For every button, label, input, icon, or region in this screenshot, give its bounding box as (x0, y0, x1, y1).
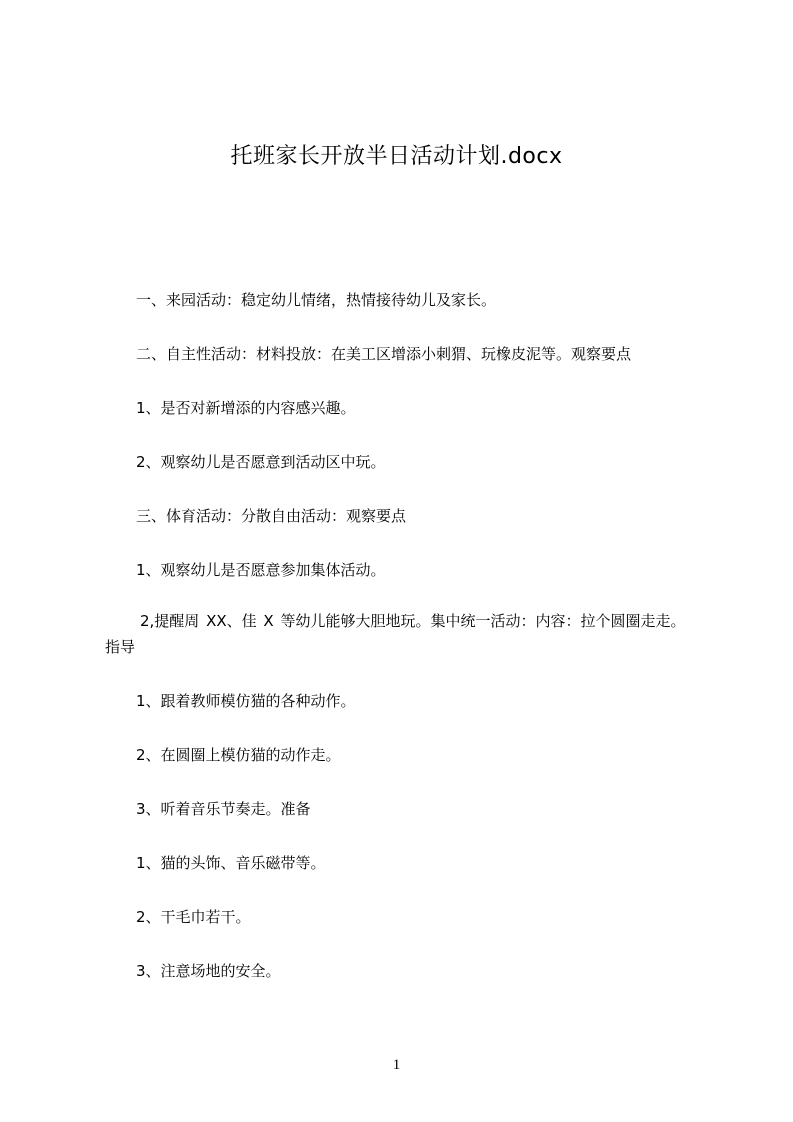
paragraph-preparation-1: 1、猫的头饰、音乐磁带等。 (136, 854, 326, 872)
paragraph-self-directed-activity: 二、自主性活动：材料投放：在美工区增添小刺猬、玩橡皮泥等。观察要点 (136, 345, 632, 363)
paragraph-guidance-1: 1、跟着教师模仿猫的各种动作。 (136, 692, 356, 710)
page-number: 1 (392, 1057, 401, 1073)
paragraph-guidance-2: 2、在圆圈上模仿猫的动作走。 (136, 746, 341, 764)
document-title: 托班家长开放半日活动计划.docx (230, 144, 563, 169)
paragraph-preparation-3: 3、注意场地的安全。 (136, 962, 281, 980)
paragraph-guidance-heading: 指导 (105, 638, 136, 656)
paragraph-sports-observation-2: 2,提醒周 XX、佳 X 等幼儿能够大胆地玩。集中统一活动：内容：拉个圆圈走走。 (140, 612, 686, 630)
paragraph-observation-point-1: 1、是否对新增添的内容感兴趣。 (136, 399, 356, 417)
paragraph-guidance-3: 3、听着音乐节奏走。准备 (136, 800, 311, 818)
paragraph-sports-observation-1: 1、观察幼儿是否愿意参加集体活动。 (136, 561, 386, 579)
paragraph-sports-activity: 三、体育活动：分散自由活动：观察要点 (136, 507, 407, 525)
paragraph-preparation-2: 2、干毛巾若干。 (136, 908, 251, 926)
paragraph-observation-point-2: 2、观察幼儿是否愿意到活动区中玩。 (136, 453, 386, 471)
paragraph-arrival-activity: 一、来园活动：稳定幼儿情绪，热情接待幼儿及家长。 (136, 291, 497, 309)
